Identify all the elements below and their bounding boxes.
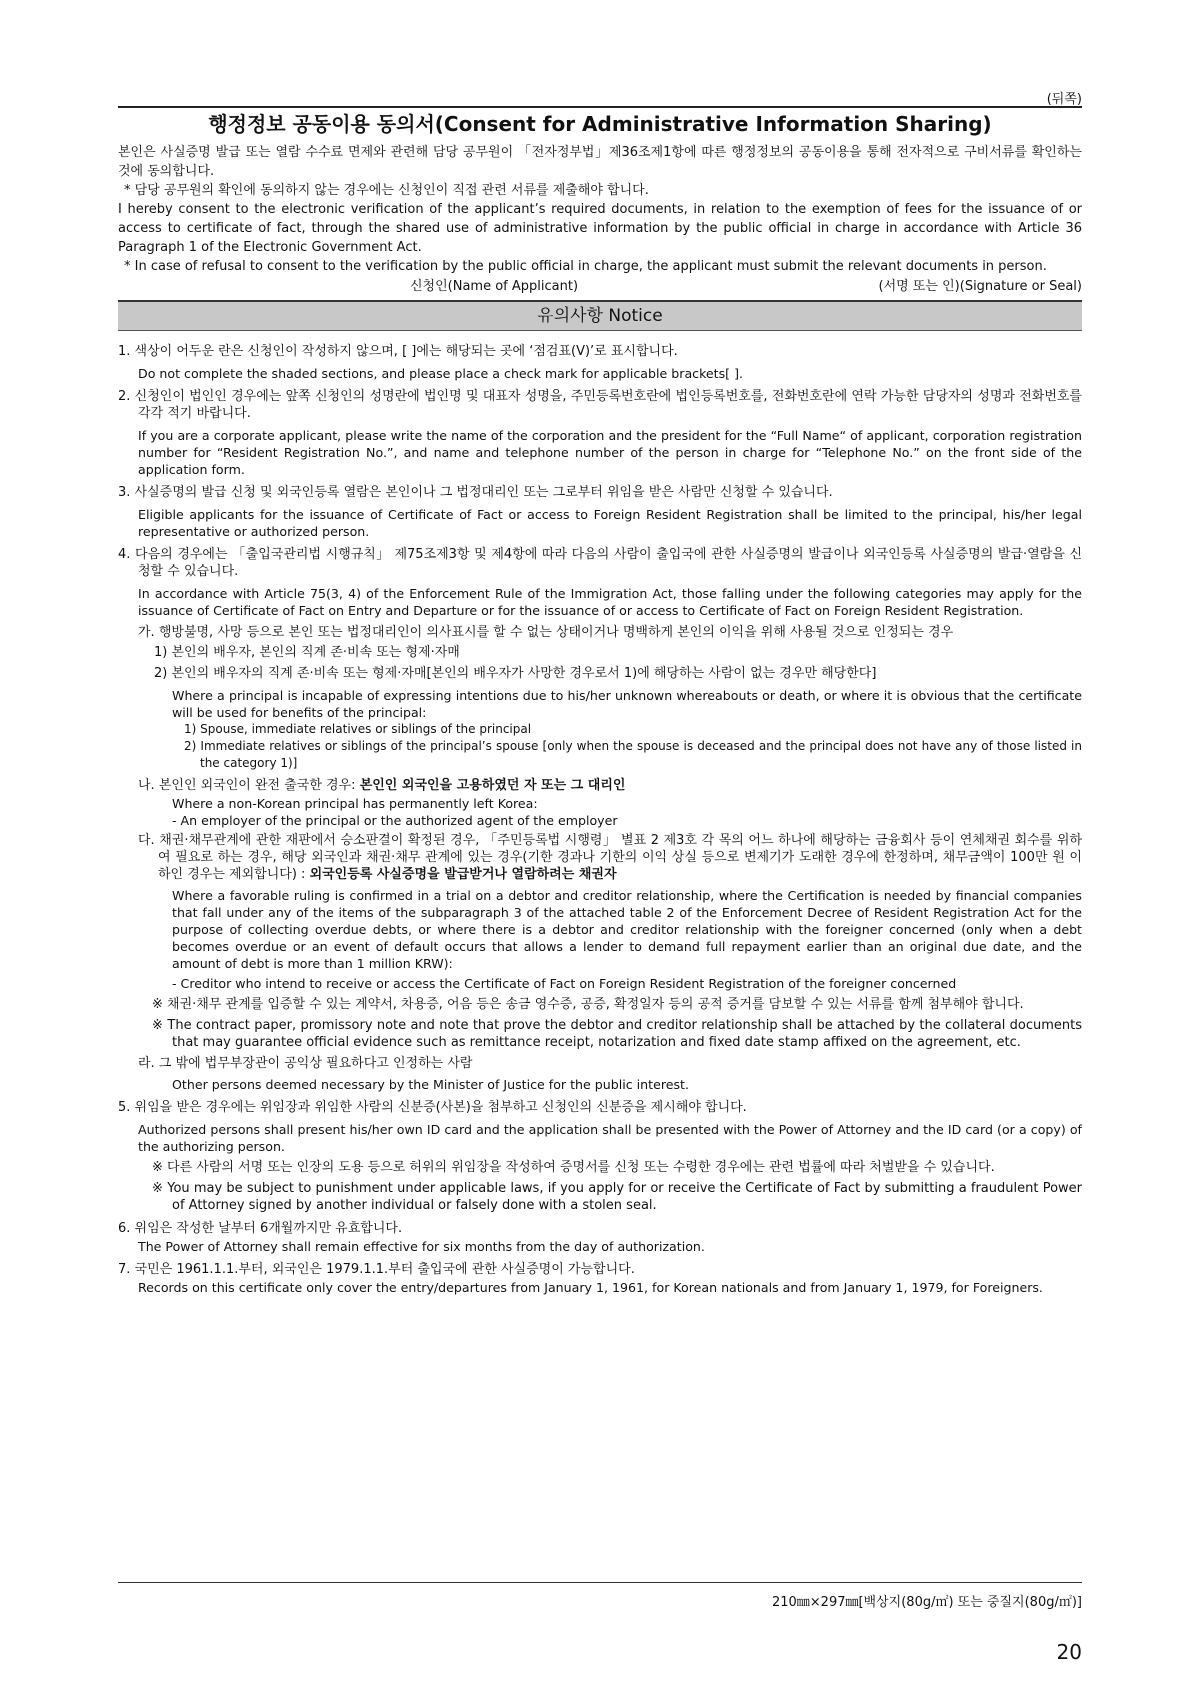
notice-item-2: [118, 388, 1082, 478]
notice-4-en: In accordance with Article 75(3, 4) of the Enforcement Rule of the Immigration Act, those falling under the following categories may apply for the issuance of Certificate of Fact on Entry and Departure or for the issuance of or access to Certificate of Fact on Foreign Resident Registration.: [138, 586, 1082, 618]
da-en-dash: - Creditor who intend to receive or access the Certificate of Fact on Foreign Resident Registration of the foreigner concerned: [172, 976, 957, 991]
consent-form-back: [118, 88, 1082, 1302]
consent-text-ko: 본인은 사실증명 발급 또는 열람 수수료 면제와 관련해 담당 공무원이 「전자정부법」제36조제1항에 따른 행정정보의 공동이용을 통해 전자적으로 구비서류를 확인하는 것에 동의합니다.: [118, 145, 1082, 179]
notice-7-ko: 7. 국민은 1961.1.1.부터, 외국인은 1979.1.1.부터 출입국에 관한 사실증명이 가능합니다.: [118, 1262, 635, 1277]
da-ko-text: 다. 채권·채무관계에 관한 재판에서 승소판결이 확정된 경우, 「주민등록법 시행령」 별표 2 제3호 각 목의 어느 하나에 해당하는 금융회사 등이 연체채권 회수를 위하여 필요로 하는 경우, 해당 외국인과 채권·채무 관계에 있는 경우(기한 경과나 기한의 이익 상실 등으로 변제기가 도래한 경우에 한정하며, 채무금액이 100만 원 이하인 경우는 제외합니다) :: [138, 833, 1082, 882]
ra-ko: 라. 그 밖에 법무부장관이 공익상 필요하다고 인정하는 사람: [138, 1056, 473, 1071]
notice-6-en: The Power of Attorney shall remain effective for six months from the day of authorization.: [138, 1239, 705, 1254]
notice-3-en: Eligible applicants for the issuance of Certificate of Fact or access to Foreign Resident Registration shall be limited to the principal, his/her legal representative or authorized person.: [138, 507, 1082, 539]
notice-item-6: [118, 1220, 1082, 1255]
notice-5-note-ko: ※ 다른 사람의 서명 또는 인장의 도용 등으로 허위의 위임장을 작성하여 증명서를 신청 또는 수령한 경우에는 관련 법률에 따라 처벌받을 수 있습니다.: [152, 1160, 995, 1175]
ra-en: Other persons deemed necessary by the Minister of Justice for the public interest.: [172, 1077, 689, 1092]
notice-4-ko: 4. 다음의 경우에는 「출입국관리법 시행규칙」 제75조제3항 및 제4항에 따라 다음의 사람이 출입국에 관한 사실증명의 발급이나 외국인등록 사실증명의 발급·열람을 신청할 수 있습니다.: [118, 547, 1082, 579]
form-title: 행정정보 공동이용 동의서(Consent for Administrative Information Sharing): [118, 106, 1082, 139]
notice-item-3: [118, 484, 1082, 540]
notice-5-note-en: ※ You may be subject to punishment under applicable laws, if you apply for or receive the Certificate of Fact by submitting a fraudulent Power of Attorney signed by another individual or falsely done with a stolen seal.: [152, 1181, 1082, 1213]
ga-en-text: Where a principal is incapable of expressing intentions due to his/her unknown whereabouts or death, or where it is obvious that the certificate will be used for benefits of the principal:: [172, 688, 1082, 720]
signature-seal-label: (서명 또는 인)(Signature or Seal): [878, 279, 1082, 294]
da-ko-bold: 외국인등록 사실증명을 발급받거나 열람하려는 채권자: [309, 867, 617, 882]
notice-5-ko: 5. 위임을 받은 경우에는 위임장과 위임한 사람의 신분증(사본)을 첨부하고 신청인의 신분증을 제시해야 합니다.: [118, 1100, 747, 1115]
consent-note-en: * In case of refusal to consent to the verification by the public official in charge, the applicant must submit the relevant documents in person.: [124, 259, 1047, 274]
notice-1-ko: 1. 색상이 어두운 란은 신청인이 작성하지 않으며, [ ]에는 해당되는 곳에 ‘점검표(V)’로 표시합니다.: [118, 344, 678, 359]
notice-5-en: Authorized persons shall present his/her own ID card and the application shall be presented with the Power of Attorney and the ID card (or a copy) of the authorizing person.: [138, 1122, 1082, 1154]
notice-item-5: [118, 1099, 1082, 1214]
da-en: Where a favorable ruling is confirmed in a trial on a debtor and creditor relationship, where the Certification is needed by financial companies that fall under any of the items of the subparagraph 3 of the attached table 2 of the Enforcement Decree of Resident Registration Act for the purpose of collecting overdue debts, or where there is a debtor and creditor relationship with the foreigner concerned (only when a debt becomes overdue or an event of default occurs that allows a lender to demand full repayment earlier than an original due date, and the amount of debt is more than 1 million KRW):: [172, 888, 1082, 971]
notice-4-na: [118, 777, 1082, 829]
na-ko-text: 나. 본인인 외국인이 완전 출국한 경우:: [138, 778, 360, 793]
ga-en-item-1: 1) Spouse, immediate relatives or siblings of the principal: [184, 722, 532, 736]
signature-row: [118, 277, 1082, 297]
notice-7-en: Records on this certificate only cover the entry/departures from January 1, 1961, for Korean nationals and from January 1, 1979, for Foreigners.: [138, 1280, 1043, 1295]
notice-4-ga: [118, 624, 1082, 772]
notice-2-en: If you are a corporate applicant, please write the name of the corporation and the president for the “Full Name“ of applicant, corporation registration number for “Resident Registration No.”, and name and telephone number of the person in charge for “Telephone No.” on the front side of the application form.: [138, 428, 1082, 477]
notice-item-1: [118, 343, 1082, 382]
paper-spec-footer: 210㎜×297㎜[백상지(80g/㎡) 또는 중질지(80g/㎡)]: [118, 1582, 1082, 1610]
ga-ko: 가. 행방불명, 사망 등으로 본인 또는 법정대리인이 의사표시를 할 수 없는 상태이거나 명백하게 본인의 이익을 위해 사용될 것으로 인정되는 경우: [138, 625, 954, 640]
notice-item-4: [118, 546, 1082, 1093]
notice-item-7: [118, 1261, 1082, 1296]
na-en-dash: - An employer of the principal or the authorized agent of the employer: [172, 813, 618, 828]
notice-4-ra: [118, 1055, 1082, 1093]
da-note-en: ※ The contract paper, promissory note and note that prove the debtor and creditor relationship shall be attached by the collateral documents that may guarantee official evidence such as remittance receipt, notarization and fixed date stamp affixed on the agreement, etc.: [152, 1018, 1082, 1050]
page-number: 20: [1056, 1640, 1082, 1664]
na-ko: [138, 777, 1082, 794]
consent-section: [118, 143, 1082, 297]
consent-text-en: I hereby consent to the electronic verification of the applicant’s required documents, in relation to the exemption of fees for the issuance of or access to certificate of fact, through the shared use of administrative information by the public official in charge in accordance with Article 36 Paragraph 1 of the Electronic Government Act.: [118, 202, 1082, 255]
da-ko: [138, 832, 1082, 883]
ga-en: [138, 687, 1082, 772]
notice-list: [118, 331, 1082, 1296]
notice-header: 유의사항 Notice: [118, 300, 1082, 331]
ga-item-1: 1) 본인의 배우자, 본인의 직계 존·비속 또는 형제·자매: [154, 645, 460, 660]
na-ko-bold: 본인인 외국인을 고용하였던 자 또는 그 대리인: [359, 778, 626, 793]
notice-2-ko: 2. 신청인이 법인인 경우에는 앞쪽 신청인의 성명란에 법인명 및 대표자 성명을, 주민등록번호란에 법인등록번호를, 전화번호란에 연락 가능한 담당자의 성명과 전화번호를 각각 적기 바랍니다.: [118, 389, 1082, 421]
applicant-name-label: 신청인(Name of Applicant): [410, 279, 579, 294]
notice-1-en: Do not complete the shaded sections, and please place a check mark for applicable brackets[ ].: [138, 366, 744, 381]
side-label: (뒤쪽): [1046, 92, 1082, 107]
notice-3-ko: 3. 사실증명의 발급 신청 및 외국인등록 열람은 본인이나 그 법정대리인 또는 그로부터 위임을 받은 사람만 신청할 수 있습니다.: [118, 485, 833, 500]
notice-6-ko: 6. 위임은 작성한 날부터 6개월까지만 유효합니다.: [118, 1221, 403, 1236]
ga-en-item-2: 2) Immediate relatives or siblings of the principal’s spouse [only when the spouse is deceased and the principal does not have any of those listed in the category 1)]: [184, 739, 1082, 770]
da-note-ko: ※ 채권·채무 관계를 입증할 수 있는 계약서, 차용증, 어음 등은 송금 영수증, 공증, 확정일자 등의 공적 증거를 담보할 수 있는 서류를 함께 첨부해야 합니다.: [152, 997, 1024, 1012]
ga-item-2: 2) 본인의 배우자의 직계 존·비속 또는 형제·자매[본인의 배우자가 사망한 경우로서 1)에 해당하는 사람이 없는 경우만 해당한다]: [154, 666, 877, 681]
consent-note-ko: * 담당 공무원의 확인에 동의하지 않는 경우에는 신청인이 직접 관련 서류를 제출해야 합니다.: [124, 183, 649, 198]
na-en: Where a non-Korean principal has permanently left Korea:: [172, 796, 538, 811]
notice-4-da: [118, 832, 1082, 1051]
